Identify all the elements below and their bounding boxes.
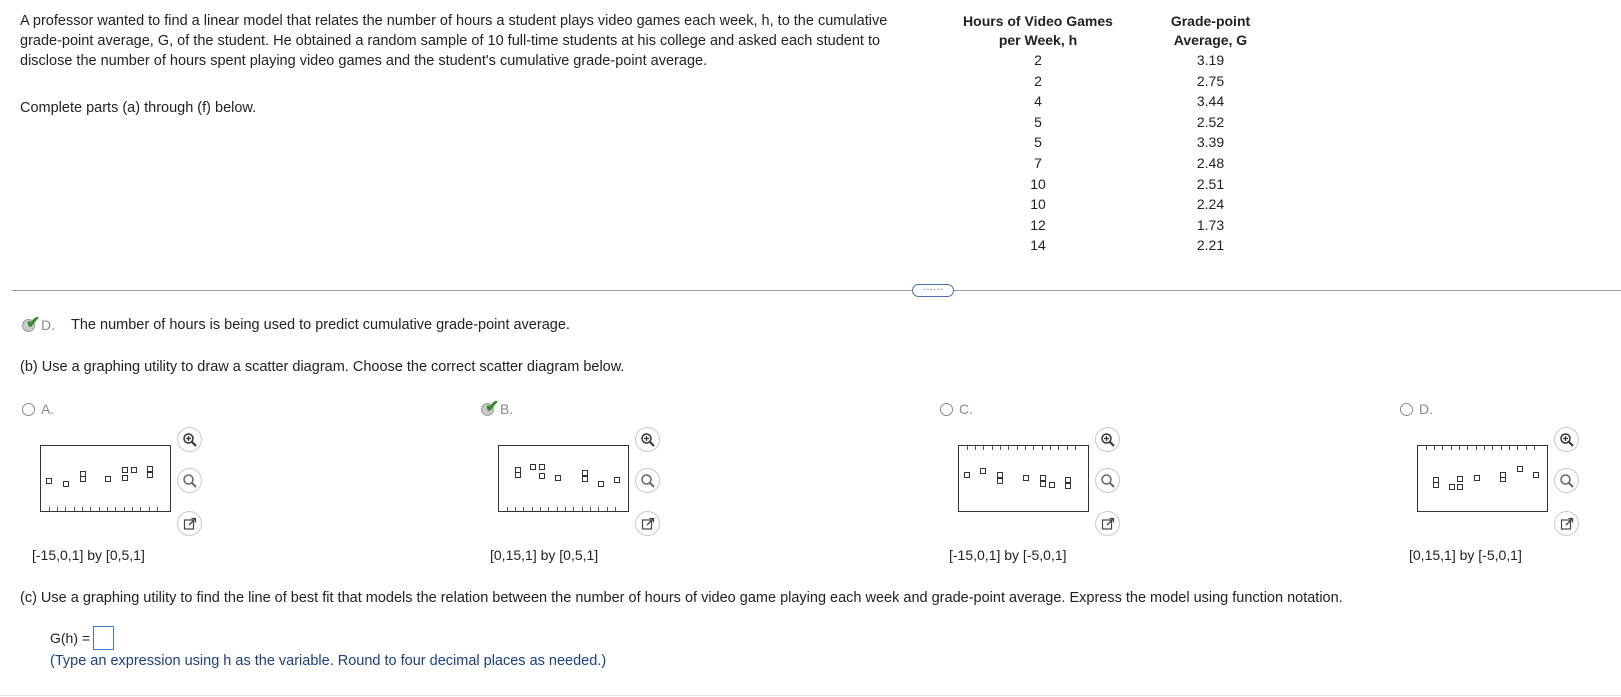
x-axis-ticks — [959, 446, 1088, 450]
header-hours-line1: Hours of Video Games — [963, 13, 1113, 29]
table-row — [953, 153, 1298, 174]
section-divider — [12, 290, 1621, 291]
part-a-answer-text: The number of hours is being used to predict cumulative grade-point average. — [71, 317, 570, 333]
hours-cell: 7 — [1034, 154, 1042, 171]
zoom-in-button-d[interactable] — [1554, 427, 1579, 452]
zoom-in-icon — [182, 432, 198, 448]
data-point — [1457, 484, 1463, 490]
zoom-out-icon — [1559, 473, 1575, 489]
data-point — [105, 476, 111, 482]
part-c-hint: (Type an expression using h as the variable. Round to four decimal places as needed.) — [50, 653, 607, 669]
gpa-cell: 3.39 — [1196, 134, 1225, 151]
part-a-radio[interactable] — [22, 312, 41, 332]
option-d[interactable] — [1400, 401, 1433, 417]
gpa-cell: 2.48 — [1196, 154, 1225, 171]
zoom-out-button-c[interactable] — [1095, 468, 1120, 493]
checkmark-icon: ✔ — [485, 396, 500, 416]
gpa-cell: 2.24 — [1196, 196, 1225, 213]
option-c-letter: C. — [959, 401, 973, 417]
data-point — [539, 473, 545, 479]
data-point — [122, 475, 128, 481]
data-point — [122, 467, 128, 473]
gpa-cell: 3.19 — [1196, 52, 1225, 68]
data-point — [1023, 475, 1029, 481]
hours-cell: 2 — [1034, 52, 1042, 68]
zoom-out-icon — [182, 473, 198, 489]
gpa-cell: 2.51 — [1196, 175, 1225, 192]
g-of-h-input[interactable] — [93, 626, 114, 650]
data-point — [46, 478, 52, 484]
problem-text: A professor wanted to find a linear model that relates the number of hours a student plays video games each week, h, to the cumulative grade-point average, G, of the student. He obtained a random sample of 10 full-time students at his college and asked each student to disclose the number of hours spent playing video games and the student's cumulative grade-point average. — [20, 13, 888, 69]
open-new-window-button-a[interactable] — [177, 511, 202, 536]
data-point — [539, 464, 545, 470]
open-in-new-window-icon — [1560, 517, 1574, 531]
hours-cell: 10 — [1030, 175, 1046, 192]
data-point — [980, 468, 986, 474]
data-point — [1040, 481, 1046, 487]
table-header-gpa — [1123, 12, 1298, 50]
data-point — [515, 472, 521, 478]
hours-cell: 14 — [1030, 237, 1046, 254]
option-b[interactable] — [481, 396, 514, 417]
hours-cell: 10 — [1030, 196, 1046, 213]
data-point — [63, 481, 69, 487]
data-point — [147, 472, 153, 478]
scatter-graph-c — [958, 445, 1089, 512]
data-point — [131, 467, 137, 473]
data-point — [1474, 475, 1480, 481]
hours-cell: 2 — [1034, 72, 1042, 89]
zoom-in-button-a[interactable] — [177, 427, 202, 452]
option-d-radio[interactable] — [1400, 403, 1413, 416]
option-a-radio[interactable] — [22, 403, 35, 416]
table-header-hours — [953, 12, 1123, 50]
problem-instructions: Complete parts (a) through (f) below. — [20, 100, 257, 116]
x-axis-ticks — [41, 507, 170, 511]
option-c[interactable] — [940, 401, 973, 417]
zoom-out-button-d[interactable] — [1554, 468, 1579, 493]
gpa-cell: 3.44 — [1196, 93, 1225, 110]
data-point — [1500, 472, 1506, 478]
open-new-window-button-d[interactable] — [1554, 511, 1579, 536]
zoom-in-button-b[interactable] — [635, 427, 660, 452]
open-in-new-window-icon — [183, 517, 197, 531]
data-point — [1533, 472, 1539, 478]
range-label-a: [-15,0,1] by [0,5,1] — [32, 547, 145, 563]
data-point — [997, 478, 1003, 484]
data-point — [614, 477, 620, 483]
scatter-graph-d — [1417, 445, 1548, 512]
part-c-answer-row — [50, 626, 114, 650]
hours-cell: 5 — [1034, 113, 1042, 130]
x-axis-ticks — [499, 507, 628, 511]
data-point — [1433, 477, 1439, 483]
gpa-cell: 2.21 — [1196, 237, 1225, 254]
part-b-question: (b) Use a graphing utility to draw a scatter diagram. Choose the correct scatter diagram below. — [20, 359, 625, 375]
header-gpa-line1: Grade-point — [1170, 13, 1251, 29]
checkmark-icon: ✔ — [26, 312, 41, 332]
open-in-new-window-icon — [1101, 517, 1115, 531]
x-axis-ticks — [1418, 446, 1547, 450]
part-a-letter: D. — [41, 317, 55, 333]
hours-cell: 4 — [1034, 93, 1042, 110]
zoom-out-button-b[interactable] — [635, 468, 660, 493]
zoom-out-icon — [1100, 473, 1116, 489]
table-row — [953, 215, 1298, 236]
zoom-in-icon — [1100, 432, 1116, 448]
table-row — [953, 235, 1298, 256]
data-point — [555, 475, 561, 481]
option-a[interactable] — [22, 401, 54, 417]
data-point — [964, 472, 970, 478]
data-point — [147, 466, 153, 472]
open-new-window-button-c[interactable] — [1095, 511, 1120, 536]
data-point — [1049, 482, 1055, 488]
option-a-letter: A. — [41, 401, 55, 417]
problem-statement — [20, 11, 920, 71]
header-hours-line2: per Week, h — [998, 32, 1078, 48]
range-label-c: [-15,0,1] by [-5,0,1] — [949, 547, 1067, 563]
table-row — [953, 112, 1298, 133]
data-point — [1517, 466, 1523, 472]
table-row — [953, 91, 1298, 112]
gpa-cell: 2.52 — [1196, 113, 1225, 130]
data-point — [1457, 476, 1463, 482]
option-b-radio[interactable] — [481, 396, 500, 416]
data-point — [530, 464, 536, 470]
hours-cell: 5 — [1034, 134, 1042, 151]
function-label: G(h) = — [50, 630, 91, 646]
data-point — [1065, 483, 1071, 489]
data-point — [80, 471, 86, 477]
option-d-letter: D. — [1419, 401, 1433, 417]
header-gpa-line2: Average, G — [1173, 32, 1248, 48]
part-c-question: (c) Use a graphing utility to find the line of best fit that models the relation between the number of hours of video game playing each week and grade-point average. Express the model using function notation. — [20, 590, 1343, 606]
scatter-graph-b — [498, 445, 629, 512]
zoom-out-icon — [640, 473, 656, 489]
range-label-b: [0,15,1] by [0,5,1] — [490, 547, 599, 563]
part-a-answer — [22, 312, 570, 333]
option-b-letter: B. — [500, 401, 514, 417]
data-point — [598, 481, 604, 487]
zoom-out-button-a[interactable] — [177, 468, 202, 493]
open-new-window-button-b[interactable] — [635, 511, 660, 536]
zoom-in-icon — [1559, 432, 1575, 448]
hours-cell: 12 — [1030, 216, 1046, 233]
gpa-cell: 2.75 — [1196, 72, 1225, 89]
data-table-wrap — [953, 12, 1298, 256]
scatter-graph-a — [40, 445, 171, 512]
gpa-cell: 1.73 — [1196, 216, 1225, 233]
zoom-in-button-c[interactable] — [1095, 427, 1120, 452]
table-row — [953, 50, 1298, 71]
data-table — [953, 12, 1298, 256]
open-in-new-window-icon — [641, 517, 655, 531]
table-row — [953, 174, 1298, 195]
data-point — [1449, 484, 1455, 490]
table-row — [953, 71, 1298, 92]
bottom-border — [0, 695, 1621, 696]
table-row — [953, 132, 1298, 153]
range-label-d: [0,15,1] by [-5,0,1] — [1409, 547, 1522, 563]
table-row — [953, 194, 1298, 215]
option-c-radio[interactable] — [940, 403, 953, 416]
data-point — [582, 476, 588, 482]
expand-collapse-button[interactable]: …… — [912, 284, 954, 297]
zoom-in-icon — [640, 432, 656, 448]
